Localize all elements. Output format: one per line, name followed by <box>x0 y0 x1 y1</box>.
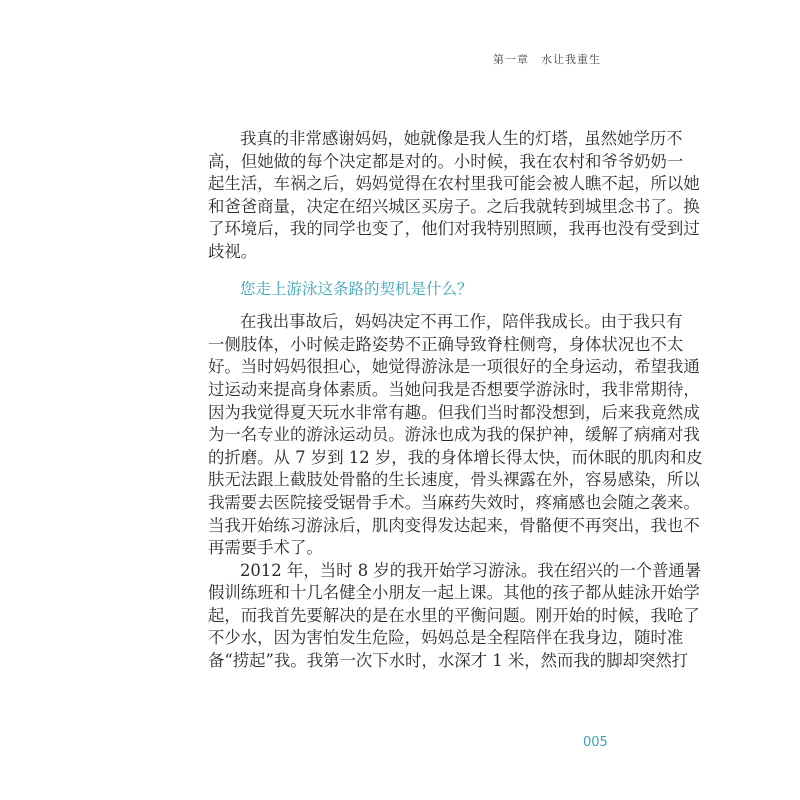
text-line: 歧视。 <box>208 241 258 261</box>
paragraph-1 <box>208 128 700 264</box>
text-line: 了环境后，我的同学也变了，他们对我特别照顾，我再也没有受到过 <box>208 219 700 239</box>
page-number: 005 <box>583 735 608 750</box>
interview-question: 您走上游泳这条路的契机是什么？ <box>240 279 473 298</box>
text-line: 不少水，因为害怕发生危险，妈妈总是全程陪伴在我身边，随时准 <box>208 628 684 648</box>
paragraph-3 <box>208 560 702 673</box>
paragraph-2 <box>208 311 703 560</box>
page-body <box>208 128 703 673</box>
text-line: 备“捞起”我。我第一次下水时，水深才 1 米，然而我的脚却突然打 <box>208 651 689 671</box>
text-line: 起生活，车祸之后，妈妈觉得在农村里我可能会被人瞧不起，所以她 <box>208 174 700 194</box>
text-line: 我需要去医院接受锯骨手术。当麻药失效时，疼痛感也会随之袭来。 <box>208 492 700 512</box>
text-line: 起，而我首先要解决的是在水里的平衡问题。刚开始的时候，我呛了 <box>208 605 700 625</box>
text-line: 假训练班和十几名健全小朋友一起上课。其他的孩子都从蛙泳开始学 <box>208 583 700 603</box>
text-line: 肤无法跟上截肢处骨骼的生长速度，骨头裸露在外，容易感染，所以 <box>208 470 700 490</box>
text-line: 好。当时妈妈很担心，她觉得游泳是一项很好的全身运动，希望我通 <box>208 357 700 377</box>
text-line: 因为我觉得夏天玩水非常有趣。但我们当时都没想到，后来我竟然成 <box>208 402 700 422</box>
text-line: 在我出事故后，妈妈决定不再工作，陪伴我成长。由于我只有 <box>240 312 683 332</box>
text-line: 我真的非常感谢妈妈，她就像是我人生的灯塔，虽然她学历不 <box>240 129 683 148</box>
chapter-title: 水让我重生 <box>541 53 601 66</box>
text-line: 为一名专业的游泳运动员。游泳也成为我的保护神，缓解了病痛对我 <box>208 425 700 445</box>
running-header <box>493 51 601 67</box>
text-line: 过运动来提高身体素质。当她问我是否想要学游泳时，我非常期待， <box>208 379 700 399</box>
text-line: 再需要手术了。 <box>208 538 323 558</box>
text-line: 和爸爸商量，决定在绍兴城区买房子。之后我就转到城里念书了。换 <box>208 196 700 216</box>
text-line: 的折磨。从 7 岁到 12 岁，我的身体增长得太快，而休眠的肌肉和皮 <box>208 447 703 467</box>
text-line: 当我开始练习游泳后，肌肉变得发达起来，骨骼便不再突出，我也不 <box>208 515 700 535</box>
text-line: 2012 年，当时 8 岁的我开始学习游泳。我在绍兴的一个普通暑 <box>240 560 702 580</box>
text-line: 高，但她做的每个决定都是对的。小时候，我在农村和爷爷奶奶一 <box>208 151 684 171</box>
chapter-number: 第一章 <box>493 53 529 66</box>
text-line: 一侧肢体，小时候走路姿势不正确导致脊柱侧弯，身体状况也不太 <box>208 334 684 354</box>
